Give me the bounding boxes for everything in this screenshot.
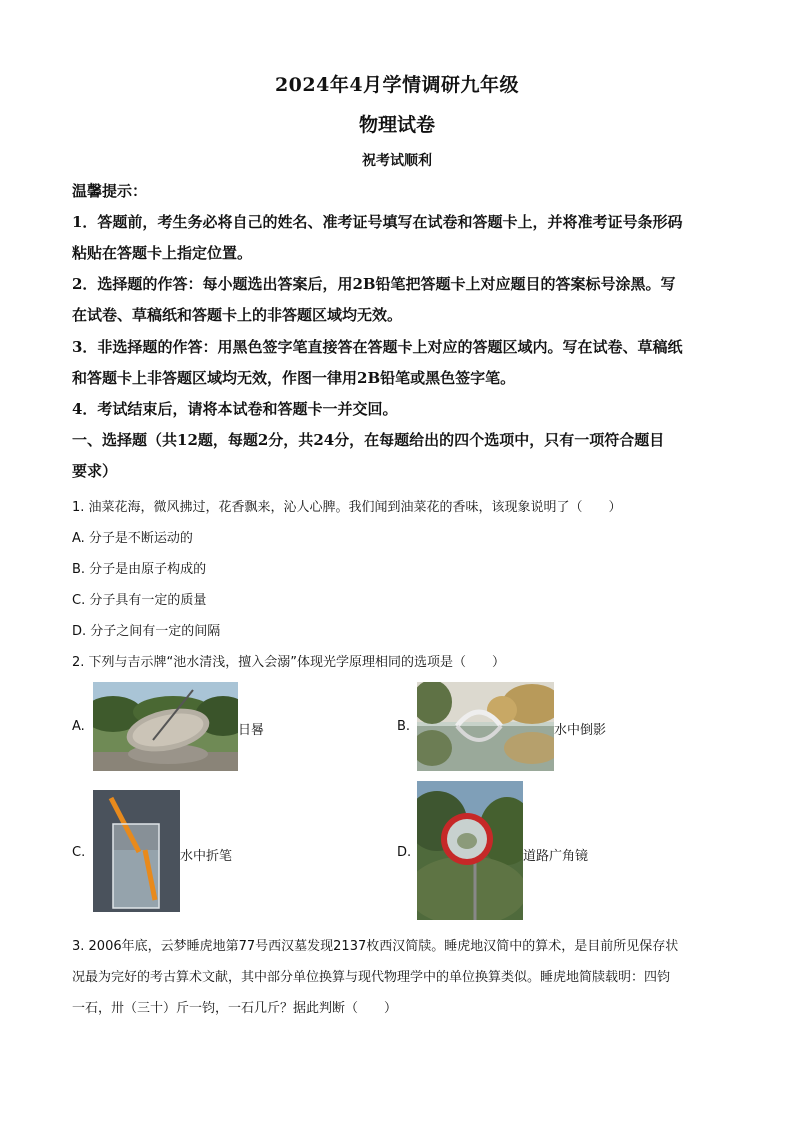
notice-item-2-line-1: 2．选择题的作答：每小题选出答案后，用2B铅笔把答题卡上对应题目的答案标号涂黑。写 bbox=[72, 275, 676, 293]
question-1-option-a: A. 分子是不断运动的 bbox=[72, 531, 193, 546]
section-1-heading: 一、选择题（共12题，每题2分，共24分，在每题给出的四个选项中，只有一项符合题目 bbox=[72, 431, 665, 449]
exam-blessing: 祝考试顺利 bbox=[362, 153, 432, 169]
question-2-option-b-label: B. bbox=[397, 719, 411, 734]
notice-item-1-line-2: 粘贴在答题卡上指定位置。 bbox=[72, 244, 253, 262]
question-3-line-3: 一石，卅（三十）斤一钧，一石几斤？据此判断（ ） bbox=[72, 1001, 398, 1016]
notice-item-3-line-2: 和答题卡上非答题区域均无效，作图一律用2B铅笔或黑色签字笔。 bbox=[72, 369, 516, 387]
notice-item-2-line-2: 在试卷、草稿纸和答题卡上的非答题区域均无效。 bbox=[72, 306, 403, 324]
notice-heading: 温馨提示： bbox=[72, 182, 148, 200]
question-2-option-a-caption: 日晷 bbox=[238, 723, 265, 738]
question-2-option-a-label: A. bbox=[72, 719, 85, 734]
question-1-option-d: D. 分子之间有一定的间隔 bbox=[72, 624, 221, 639]
question-1-stem: 1. 油菜花海，微风拂过，花香飘来，沁人心脾。我们闻到油菜花的香味，该现象说明了（ ） bbox=[72, 500, 622, 515]
question-2-stem: 2. 下列与吉示牌“池水清浅，擅入会溺”体现光学原理相同的选项是（ ） bbox=[72, 655, 506, 670]
road-mirror-photo bbox=[417, 781, 523, 920]
pencil-glass-photo bbox=[93, 790, 180, 912]
notice-item-1-line-1: 1．答题前，考生务必将自己的姓名、准考证号填写在试卷和答题卡上，并将准考证号条形码 bbox=[72, 213, 683, 231]
question-3-line-1: 3. 2006年底，云梦睡虎地第77号西汉墓发现2137枚西汉简牍。睡虎地汉简中的算术，是目前所见保存状 bbox=[72, 939, 679, 954]
question-2-option-d-label: D. bbox=[397, 845, 412, 860]
question-1-option-c: C. 分子具有一定的质量 bbox=[72, 593, 207, 608]
question-1-option-b: B. 分子是由原子构成的 bbox=[72, 562, 207, 577]
notice-item-3-line-1: 3．非选择题的作答：用黑色签字笔直接答在答题卡上对应的答题区域内。写在试卷、草稿纸 bbox=[72, 338, 683, 356]
question-2-option-b-caption: 水中倒影 bbox=[554, 723, 607, 738]
section-1-heading-cont: 要求） bbox=[72, 462, 118, 480]
question-3-line-2: 况最为完好的考古算术文献，其中部分单位换算与现代物理学中的单位换算类似。睡虎地简牍载明：四钧 bbox=[72, 970, 671, 985]
exam-title: 2024年4月学情调研九年级 bbox=[274, 74, 520, 96]
question-2-option-c-label: C. bbox=[72, 845, 86, 860]
reflection-photo bbox=[417, 682, 554, 771]
question-2-option-c-caption: 水中折笔 bbox=[180, 849, 233, 864]
exam-subject: 物理试卷 bbox=[358, 114, 435, 136]
sundial-photo bbox=[93, 682, 238, 771]
notice-item-4: 4．考试结束后，请将本试卷和答题卡一并交回。 bbox=[72, 400, 398, 418]
question-2-option-d-caption: 道路广角镜 bbox=[523, 849, 589, 864]
